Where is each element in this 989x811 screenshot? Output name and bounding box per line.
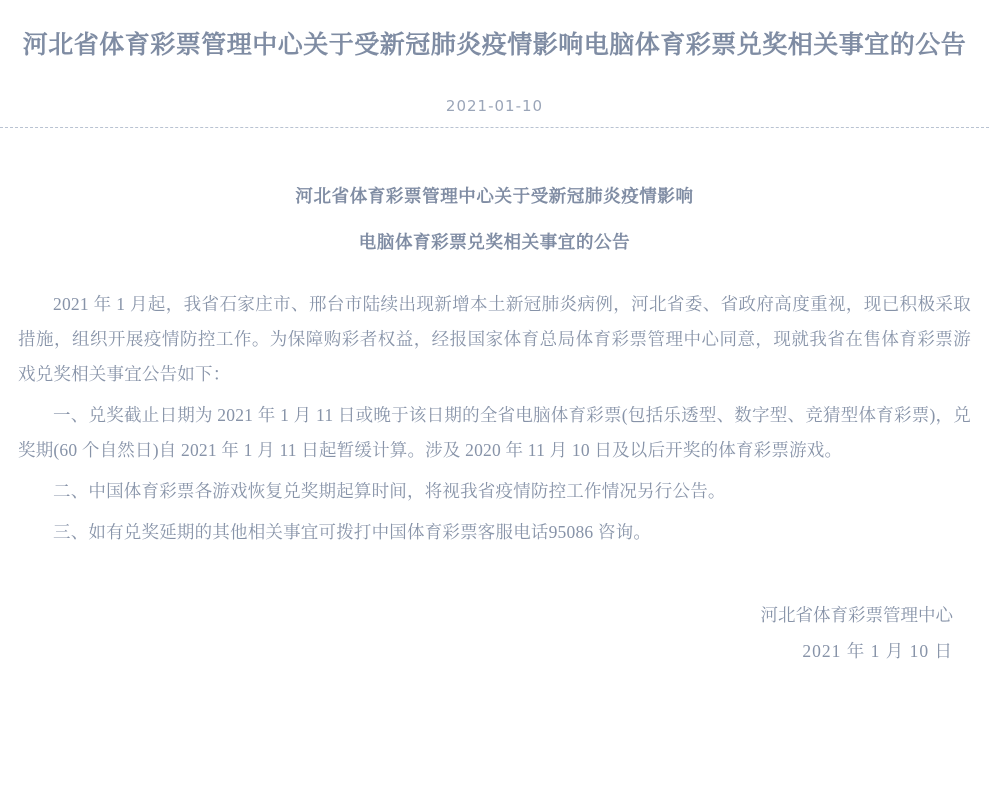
signature-date: 2021 年 1 月 10 日 xyxy=(802,640,953,661)
article-subtitle-line-2: 电脑体育彩票兑奖相关事宜的公告 xyxy=(358,231,631,252)
document-page xyxy=(0,17,989,666)
signature-organization: 河北省体育彩票管理中心 xyxy=(760,604,953,625)
page-title: 河北省体育彩票管理中心关于受新冠肺炎疫情影响电脑体育彩票兑奖相关事宜的公告 xyxy=(22,31,967,59)
paragraph: 三、如有兑奖延期的其他相关事宜可拨打中国体育彩票客服电话95086 咨询。 xyxy=(53,521,652,542)
paragraph: 一、兑奖截止日期为 2021 年 1 月 11 日或晚于该日期的全省电脑体育彩票(包括乐透型、数字型、竞猜型体育彩票)，兑奖期(60 个自然日)自 2021 年 1 月 11 日起暂缓计算。涉及 2020 年 11 月 10 日及以后开奖的体育彩票游戏。 xyxy=(18,404,971,460)
document-body xyxy=(0,128,989,666)
paragraph: 二、中国体育彩票各游戏恢复兑奖期起算时间，将视我省疫情防控工作情况另行公告。 xyxy=(53,480,726,501)
article-subtitle-line-1: 河北省体育彩票管理中心关于受新冠肺炎疫情影响 xyxy=(295,185,694,206)
paragraph: 2021 年 1 月起，我省石家庄市、邢台市陆续出现新增本土新冠肺炎病例，河北省委、省政府高度重视，现已积极采取措施，组织开展疫情防控工作。为保障购彩者权益，经报国家体育总局体育彩票管理中心同意，现就我省在售体育彩票游戏兑奖相关事宜公告如下： xyxy=(18,293,971,384)
publish-date: 2021-01-10 xyxy=(445,96,544,115)
